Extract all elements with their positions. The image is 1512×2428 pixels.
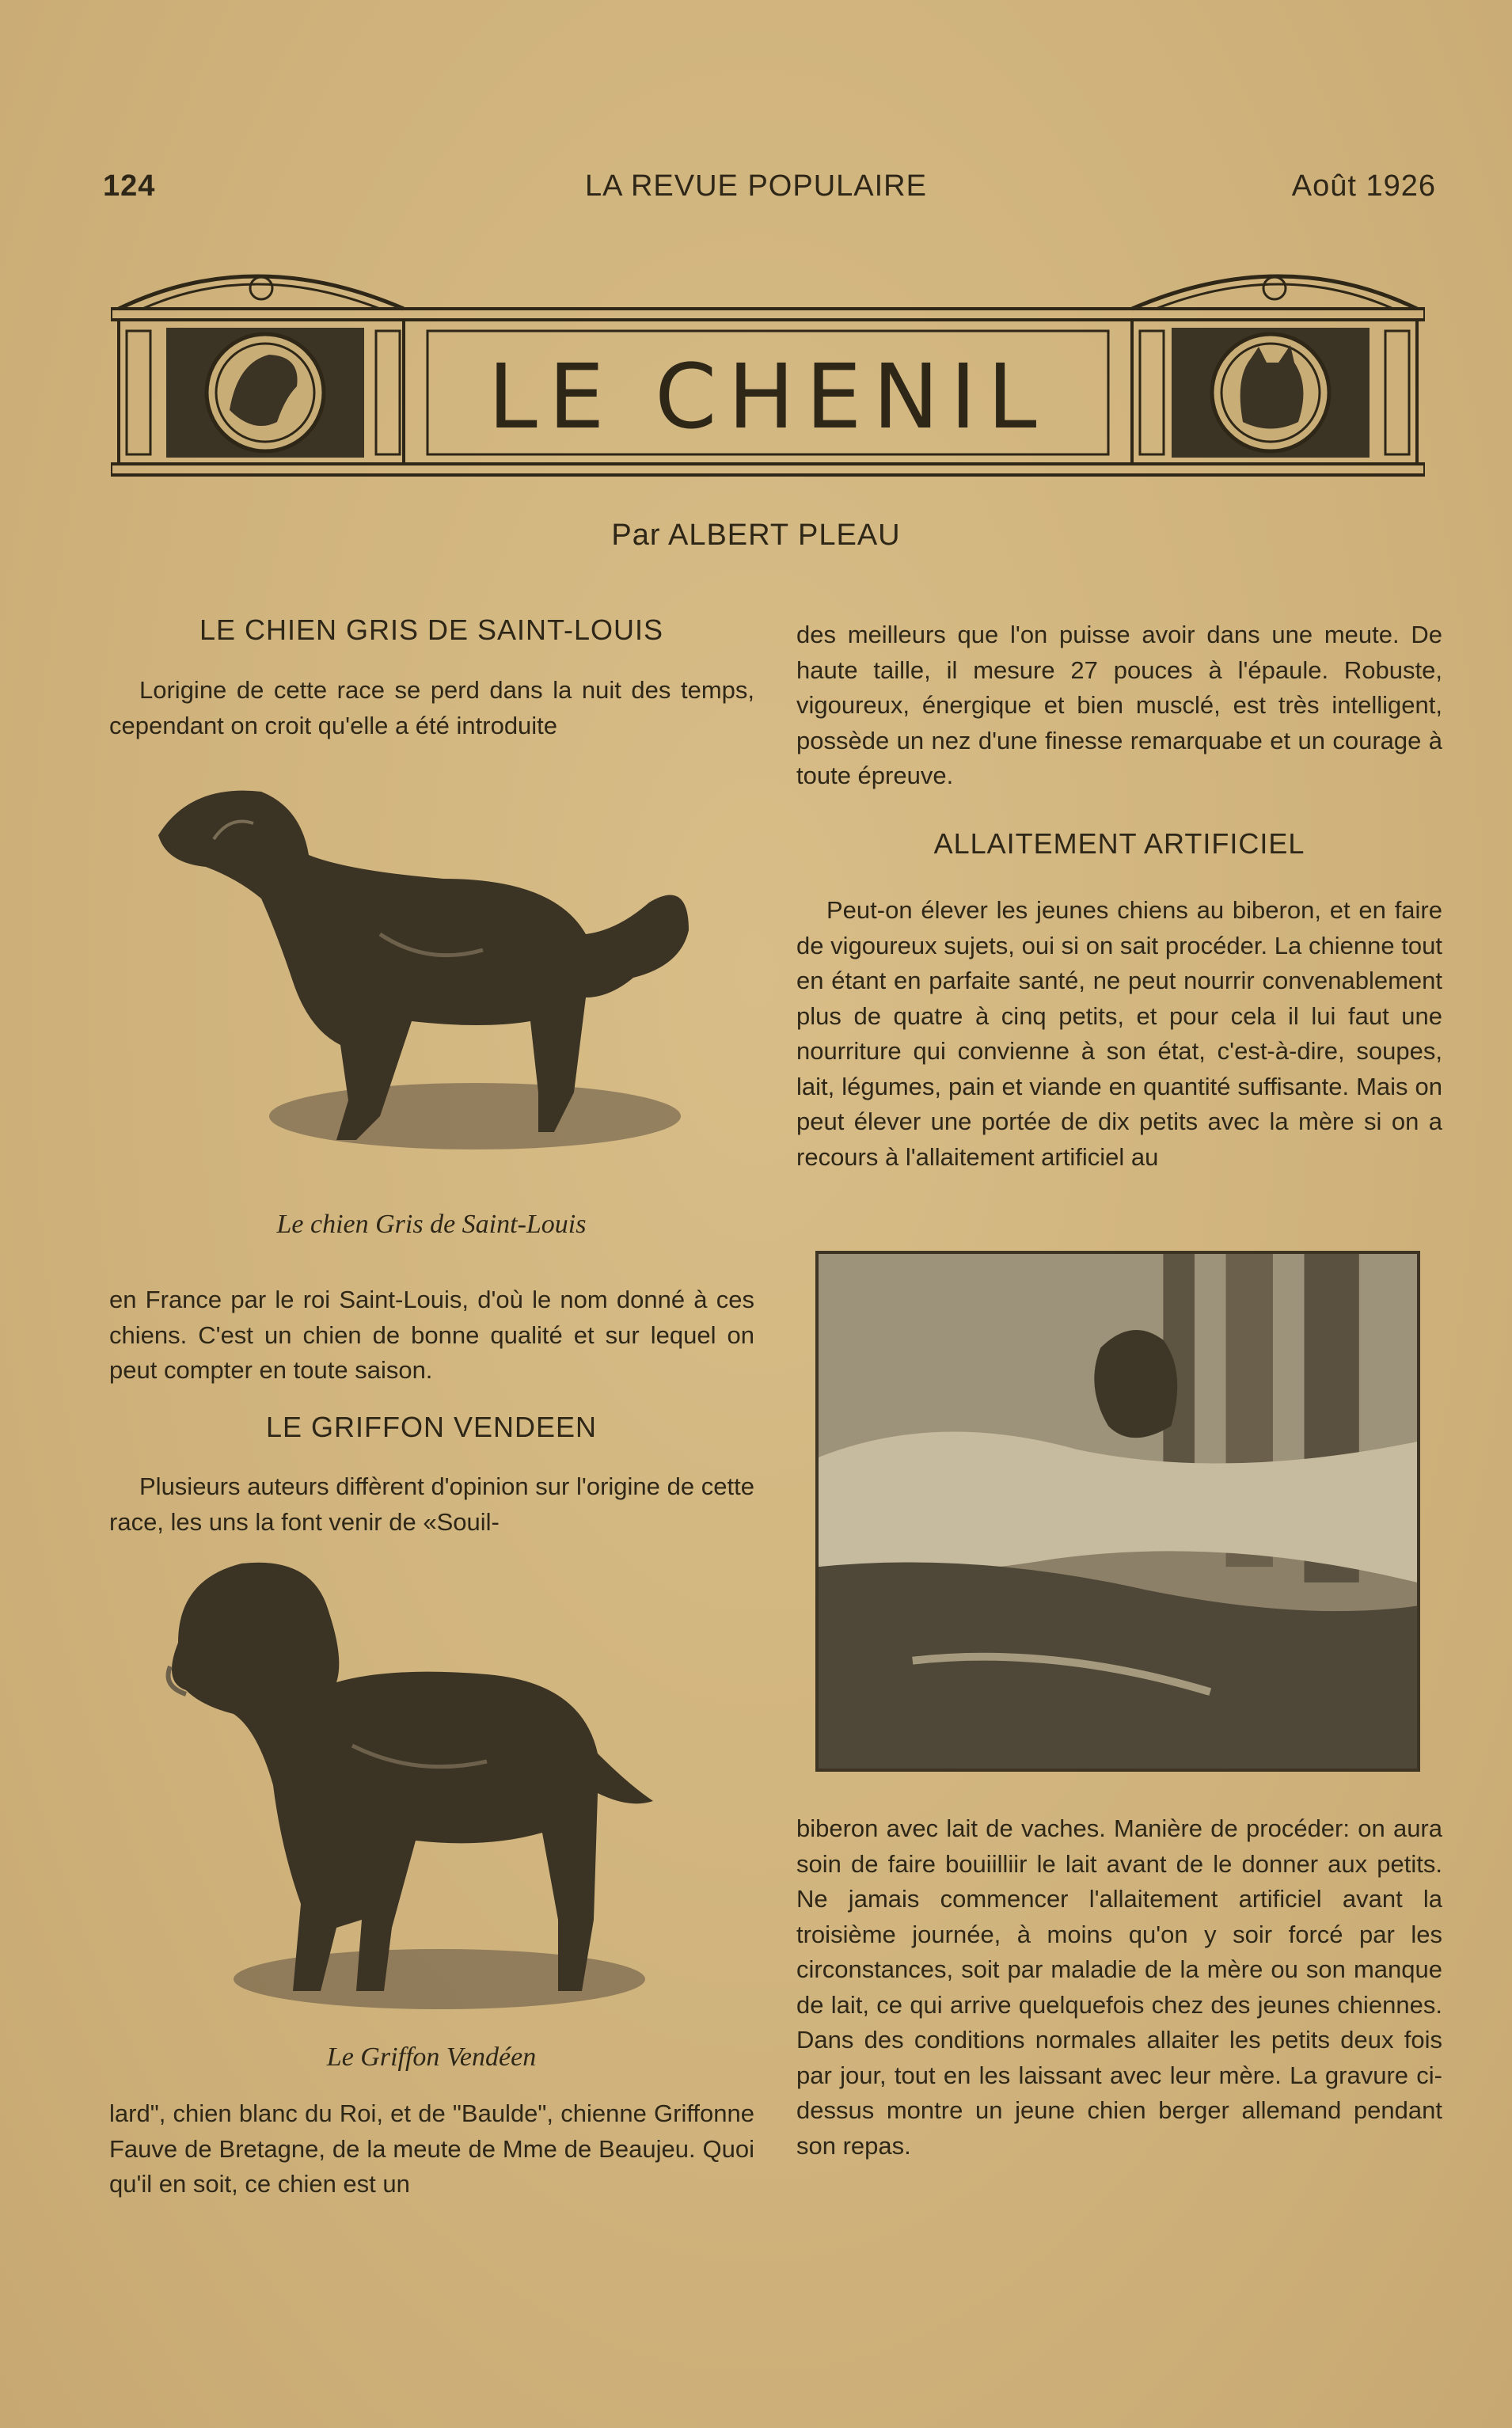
page-number: 124 bbox=[103, 169, 156, 203]
paragraph: Peut-on élever les jeunes chiens au biberon, et en faire de vigoureux sujets, oui si on sait procéder. La chienne tout en étant en parfaite santé, ne peut nourrir convenablement plus de quatre à cinq petits, et pour cela il lui faut une nourriture qui convienne à son état, c'est-à-dire, soupes, lait, légumes, pain et viande en quantité suffisante. Mais on peut élever une portée de dix petits avec la mère si on a recours à l'allaitement artificiel au bbox=[796, 896, 1442, 1171]
paragraph: en France par le roi Saint-Louis, d'où le nom donné à ces chiens. C'est un chien de bonne qualité et sur lequel on peut compter en toute saison. bbox=[109, 1286, 754, 1384]
section-heading-griffon: LE GRIFFON VENDEEN bbox=[265, 1411, 598, 1443]
section-banner bbox=[111, 252, 1425, 489]
paragraph: des meilleurs que l'on puisse avoir dans une meute. De haute taille, il mesure 27 pouces à l'épaule. Robuste, vigoureux, énergique et bien musclé, est très intelligent, possède un nez d'une finesse remarquabe et un courage à toute épreuve. bbox=[796, 621, 1442, 789]
byline: Par ALBERT PLEAU bbox=[611, 519, 901, 552]
issue-date: Août 1926 bbox=[1291, 169, 1436, 203]
paragraph: biberon avec lait de vaches. Manière de procéder: on aura soin de faire bouiilliir le lait avant de le donner aux petits. Ne jamais commencer l'allaitement artificiel avant la troisième journée, à moins qu'on y soir forcé par les circonstances, soit par maladie de la mère ou son manque de lait, ce qui arrive quelquefois chez des jeunes chiennes. Dans des conditions normales allaiter les petits deux fois par jour, tout en les laissant avec leur mère. La gravure ci-dessus montre un jeune chien berger allemand pendant son repas. bbox=[796, 1814, 1442, 2160]
caption-griffon: Le Griffon Vendéen bbox=[326, 2042, 537, 2072]
paragraph: lard", chien blanc du Roi, et de "Baulde", chienne Griffonne Fauve de Bretagne, de la meute de Mme de Beaujeu. Quoi qu'il en soit, ce chien est un bbox=[109, 2099, 754, 2198]
journal-title: LA REVUE POPULAIRE bbox=[585, 169, 927, 203]
banner-title: LE CHENIL bbox=[488, 346, 1048, 449]
dog-illustration-griffon bbox=[154, 1548, 693, 2031]
section-heading-allaitement: ALLAITEMENT ARTIFICIEL bbox=[933, 827, 1305, 860]
section-heading-chien-gris: LE CHIEN GRIS DE SAINT-LOUIS bbox=[199, 614, 664, 646]
paragraph: Lorigine de cette race se perd dans la nuit des temps, cependant on croit qu'elle a été introduite bbox=[109, 676, 754, 739]
caption-chien-gris: Le chien Gris de Saint-Louis bbox=[276, 1210, 587, 1239]
dog-illustration-chien-gris bbox=[142, 760, 712, 1203]
paragraph: Plusieurs auteurs diffèrent d'opinion sur l'origine de cette race, les uns la font venir de «Souil- bbox=[109, 1472, 754, 1536]
photo-puppy-feeding bbox=[815, 1251, 1420, 1772]
